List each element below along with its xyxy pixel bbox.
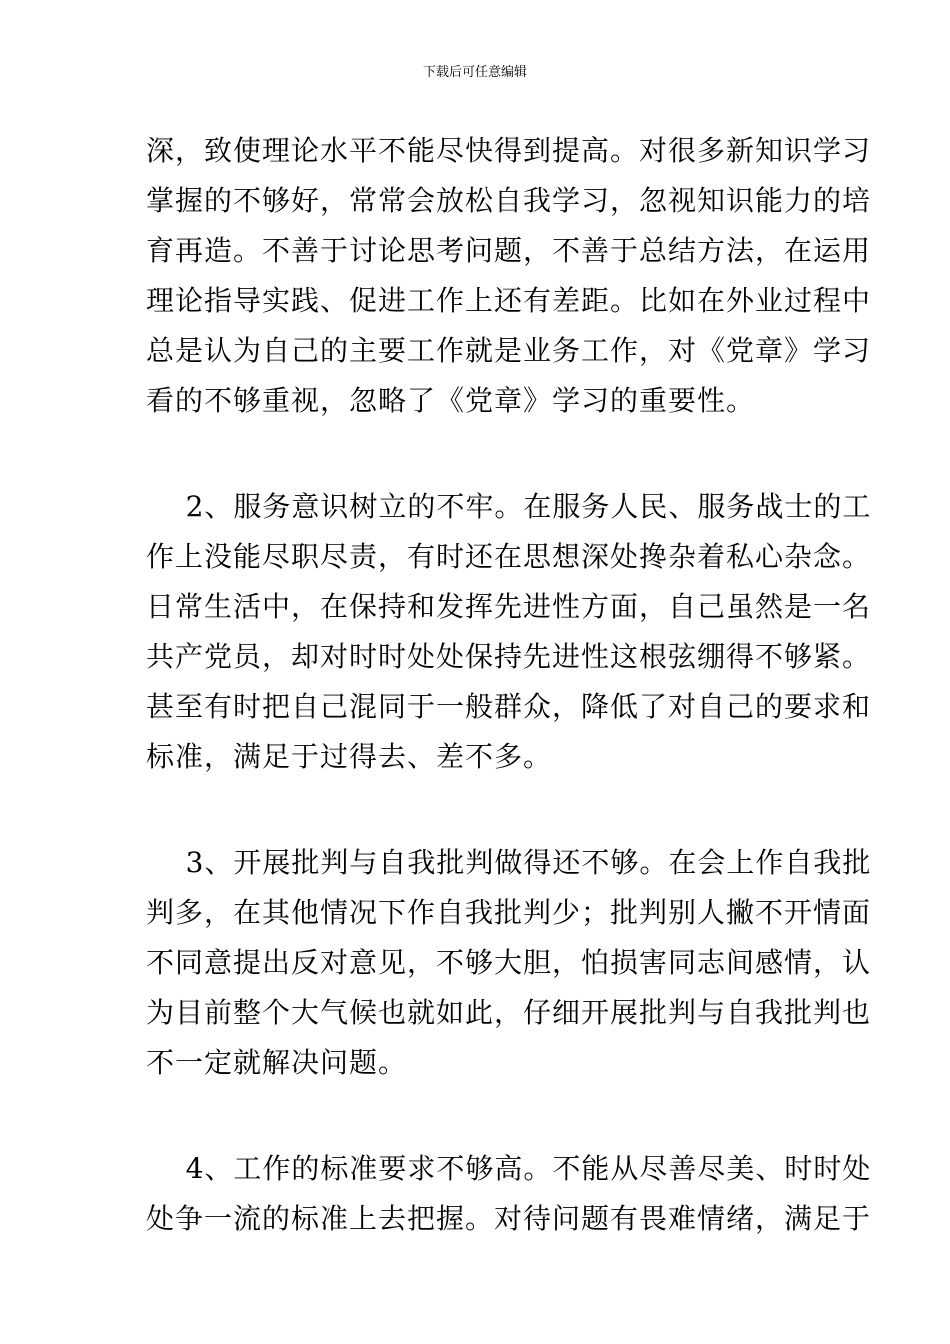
text-line: 共产党员，却对时时处处保持先进性这根弦绷得不够紧。 [146,640,872,673]
text-line: 2、服务意识树立的不牢。在服务人民、服务战士的工 [146,490,872,523]
text-line: 不同意提出反对意见，不够大胆，怕损害同志间感情，认 [146,946,872,979]
text-line: 深，致使理论水平不能尽快得到提高。对很多新知识学习 [146,134,872,167]
text-line: 甚至有时把自己混同于一般群众，降低了对自己的要求和 [146,690,872,723]
text-line: 判多，在其他情况下作自我批判少；批判别人撇不开情面 [146,896,872,929]
document-body [146,126,872,1244]
paragraph-4 [146,1144,872,1244]
paragraph-2 [146,482,872,782]
paragraph-gap [146,782,816,838]
text-line: 处争一流的标准上去把握。对待问题有畏难情绪，满足于 [146,1202,872,1235]
text-line: 理论指导实践、促进工作上还有差距。比如在外业过程中 [146,284,872,317]
text-line: 看的不够重视，忽略了《党章》学习的重要性。 [146,384,756,417]
text-line: 育再造。不善于讨论思考问题，不善于总结方法，在运用 [146,234,872,267]
text-line: 日常生活中，在保持和发挥先进性方面，自己虽然是一名 [146,590,872,623]
text-line: 标准，满足于过得去、差不多。 [146,740,553,773]
paragraph-1 [146,126,872,426]
page-header: 下载后可任意编辑 [422,65,527,80]
paragraph-gap [146,426,816,482]
text-line: 不一定就解决问题。 [146,1046,408,1079]
text-line: 3、开展批判与自我批判做得还不够。在会上作自我批 [146,846,872,879]
text-line: 4、工作的标准要求不够高。不能从尽善尽美、时时处 [146,1152,872,1185]
text-line: 为目前整个大气候也就如此，仔细开展批判与自我批判也 [146,996,872,1029]
text-line: 掌握的不够好，常常会放松自我学习，忽视知识能力的培 [146,184,872,217]
text-line: 作上没能尽职尽责，有时还在思想深处搀杂着私心杂念。 [146,540,872,573]
text-line: 总是认为自己的主要工作就是业务工作，对《党章》学习 [146,334,872,367]
paragraph-gap [146,1088,816,1144]
paragraph-3 [146,838,872,1088]
